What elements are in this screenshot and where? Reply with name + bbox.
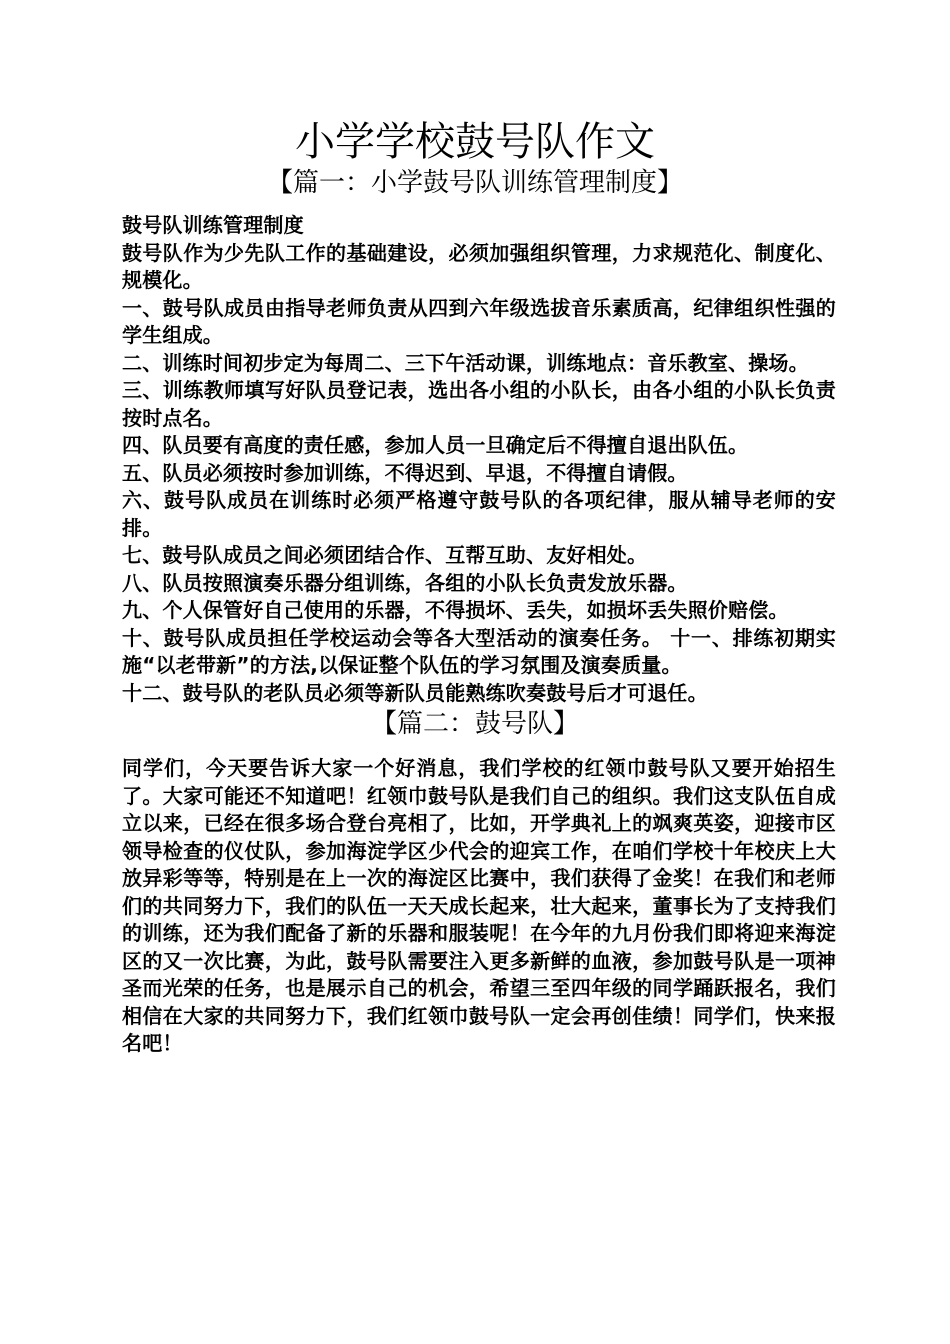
- rule-item: 五、队员必须按时参加训练，不得迟到、早退，不得擅自请假。: [122, 460, 688, 485]
- document-page: [114, 118, 836, 1058]
- rule-item: 二、训练时间初步定为每周二、三下午活动课，训练地点：音乐教室、操场。: [122, 350, 809, 375]
- rule-item: 十二、鼓号队的老队员必须等新队员能熟练吹奏鼓号后才可退任。: [122, 680, 708, 705]
- document-title: 小学学校鼓号队作文: [295, 119, 655, 165]
- section-two: [114, 755, 836, 1058]
- rule-item: 九、个人保管好自己使用的乐器，不得损坏、丢失，如损坏丢失照价赔偿。: [122, 598, 789, 622]
- rules-list: [114, 295, 836, 708]
- section-two-body: 同学们，今天要告诉大家一个好消息，我们学校的红领巾鼓号队又要开始招生了。大家可能还不知道吧！红领巾鼓号队是我们自己的组织。我们这支队伍自成立以来，已经在很多场合登台亮相了，比如，开学典礼上的飒爽英姿，迎接市区领导检查的仪仗队，参加海淀学区少代会的迎宾工作，在咱们学校十年校庆上大放异彩等等，特别是在上一次的海淀区比赛中，我们获得了金奖！在我们和老师们的共同努力下，我们的队伍一天天成长起来，壮大起来，董事长为了支持我们的训练，还为我们配备了新的乐器和服装呢！在今年的九月份我们即将迎来海淀区的又一次比赛，为此，鼓号队需要注入更多新鲜的血液，参加鼓号队是一项神圣而光荣的任务，也是展示自己的机会，希望三至四年级的同学踊跃报名，我们相信在大家的共同努力下，我们红领巾鼓号队一定会再创佳绩！同学们，快来报名吧！: [122, 756, 836, 1055]
- rule-item: 八、队员按照演奏乐器分组训练，各组的小队长负责发放乐器。: [122, 570, 688, 595]
- section-one-intro: 鼓号队作为少先队工作的基础建设，必须加强组织管理，力求规范化、制度化、规模化。: [122, 240, 836, 292]
- rule-item: 十、鼓号队成员担任学校运动会等各大型活动的演奏任务。 十一、排练初期实施“以老带新”的方法,以保证整个队伍的学习氛围及演奏质量。: [122, 625, 836, 677]
- rule-item: 四、队员要有高度的责任感，参加人员一旦确定后不得擅自退出队伍。: [122, 433, 749, 457]
- document-subtitle: 【篇一：小学鼓号队训练管理制度】: [266, 168, 683, 198]
- section-one-heading: 鼓号队训练管理制度: [122, 213, 304, 237]
- section-two-heading: 【篇二：鼓号队】: [370, 709, 579, 739]
- rule-item: 六、鼓号队成员在训练时必须严格遵守鼓号队的各项纪律，服从辅导老师的安排。: [122, 488, 836, 540]
- rule-item: 三、训练教师填写好队员登记表，选出各小组的小队长，由各小组的小队长负责按时点名。: [122, 378, 836, 430]
- rule-item: 一、鼓号队成员由指导老师负责从四到六年级选拔音乐素质高，纪律组织性强的学生组成。: [122, 295, 836, 347]
- section-one: [114, 212, 836, 707]
- rule-item: 七、鼓号队成员之间必须团结合作、互帮互助、友好相处。: [122, 543, 648, 567]
